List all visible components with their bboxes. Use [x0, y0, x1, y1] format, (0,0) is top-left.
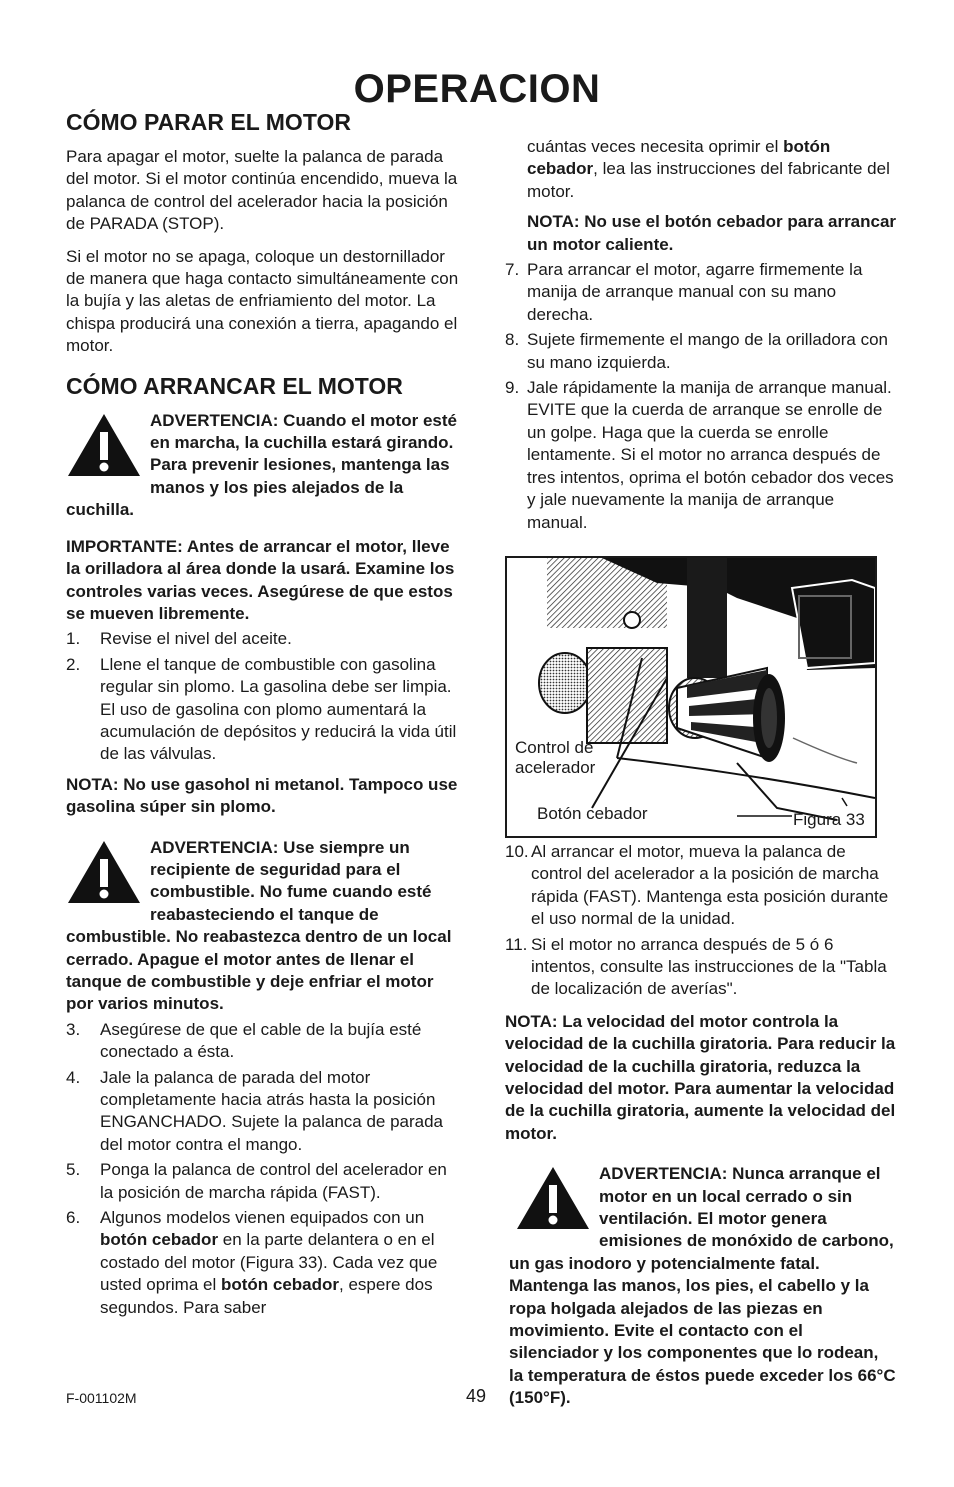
warning-triangle-icon: [515, 1165, 591, 1231]
importante-note: IMPORTANTE: Antes de arrancar el motor, lleve la orilladora al área donde la usará. Examine los controles varias veces. Asegúrese de que estos se mueven libremente.: [66, 536, 455, 623]
label-figure-number: Figura 33: [793, 809, 865, 829]
warning-triangle-icon: [66, 839, 142, 905]
start-motor-heading: CÓMO ARRANCAR EL MOTOR: [66, 372, 403, 399]
page-title: OPERACION: [353, 67, 601, 111]
warning-blade: [66, 410, 460, 522]
list-item: 5. Ponga la palanca de control del acelerador en la posición de marcha rápida (FAST).: [66, 1160, 447, 1202]
steps-list-b: [66, 1019, 460, 1319]
warning-fuel: [66, 837, 460, 1016]
stop-motor-heading: CÓMO PARAR EL MOTOR: [66, 109, 351, 135]
steps-list-d: [505, 841, 897, 1001]
list-item: 8. Sujete firmemente el mango de la orilladora con su mano izquierda.: [505, 330, 888, 372]
left-column: [66, 108, 460, 1319]
warning-triangle-icon: [66, 412, 142, 478]
stop-paragraph-1: Para apagar el motor, suelte la palanca de parada del motor. Si el motor continúa encendido, mueva la palanca de control del acelerador hacia la posición de PARADA (STOP).: [66, 147, 458, 234]
list-item: 4. Jale la palanca de parada del motor completamente hacia atrás hasta la posición ENGANCHADO. Sujete la palanca de parada del motor contra el mango.: [66, 1067, 444, 1154]
list-item: 10. Al arrancar el motor, mueva la palanca de control del acelerador a la posición de marcha rápida (FAST). Mantenga esta posición durante el uso normal de la unidad.: [505, 841, 889, 929]
list-item: 9. Jale rápidamente la manija de arranque manual. EVITE que la cuerda de arranque se enrolle de un golpe. Haga que la cuerda se enrolle lentamente. Si el motor no arranca después de tres intentos, oprima el botón cebador dos veces y jale nuevamente la manija de arranque manual.: [505, 378, 894, 532]
figure-33: [505, 556, 877, 838]
document-code: F-001102M: [66, 1390, 137, 1406]
continued-paragraph: cuántas veces necesita oprimir el botón cebador, lea las instrucciones del fabricante del motor.: [527, 137, 890, 201]
steps-list-a: [66, 628, 460, 765]
stop-paragraph-2: Si el motor no se apaga, coloque un destornillador de manera que haga contacto simultáneamente con la bujía y las aletas de enfriamiento del motor. La chispa producirá una conexión a tierra, apagando el motor.: [66, 246, 459, 356]
warning-fuel-text: ADVERTENCIA: Use siempre un recipiente de seguridad para el combustible. No fume cuando esté reabasteciendo el tanque de combustible. No reabastezca dentro de un local cerrado. Apague el motor antes de llenar el tanque de combustible y deje enfriar el motor por varios minutos.: [66, 837, 452, 1014]
label-throttle-control: Control de acelerador: [515, 737, 596, 777]
nota-gasohol: NOTA: No use gasohol ni metanol. Tampoco use gasolina súper sin plomo.: [66, 774, 458, 817]
engine-illustration: [507, 558, 875, 836]
list-item: 7. Para arrancar el motor, agarre firmemente la manija de arranque manual con su mano derecha.: [505, 260, 863, 324]
warning-co-text: ADVERTENCIA: Nunca arranque el motor en un local cerrado o sin ventilación. El motor genera emisiones de monóxido de carbono, un gas inodoro y potencialmente fatal. Mantenga las manos, los pies, el cabello y la ropa holgada alejados de las piezas en movimiento. Evite el contacto con el silenciador y los componentes que lo rodean, la temperatura de éstos puede exceder los 66°C (150°F).: [509, 1164, 896, 1408]
right-column: [505, 136, 897, 1410]
steps-list-c: [505, 259, 897, 534]
list-item: 1. Revise el nivel del aceite.: [66, 629, 292, 649]
nota-speed: NOTA: La velocidad del motor controla la velocidad de la cuchilla giratoria. Para reducir la velocidad de la cuchilla giratoria, reduzca la velocidad del motor. Para aumentar la velocidad de la cuchilla giratoria, aumente la velocidad del motor.: [505, 1011, 896, 1143]
list-item: 6. Algunos modelos vienen equipados con un botón cebador en la parte delantera o en el costado del motor (Figura 33). Cada vez que usted oprima el botón cebador, espere dos segundos. Para saber: [66, 1208, 438, 1317]
label-primer-button: Botón cebador: [537, 803, 648, 823]
warning-carbon-monoxide: [505, 1163, 897, 1409]
warning-blade-text: ADVERTENCIA: Cuando el motor esté en marcha, la cuchilla estará girando. Para prevenir lesiones, mantenga las manos y los pies alejados de la cuchilla.: [66, 410, 457, 520]
list-item: 3. Asegúrese de que el cable de la bujía esté conectado a ésta.: [66, 1019, 422, 1062]
list-item: 2. Llene el tanque de combustible con gasolina regular sin plomo. La gasolina debe ser limpia. El uso de gasolina con plomo aumentará la acumulación de depósitos y reducirá la vida útil de las válvulas.: [66, 654, 457, 764]
nota-primer-hot: NOTA: No use el botón cebador para arrancar un motor caliente.: [527, 212, 897, 254]
page-number: 49: [466, 1386, 487, 1406]
list-item: 11. Si el motor no arranca después de 5 ó 6 intentos, consulte las instrucciones de la "Tabla de localización de averías".: [505, 934, 887, 999]
